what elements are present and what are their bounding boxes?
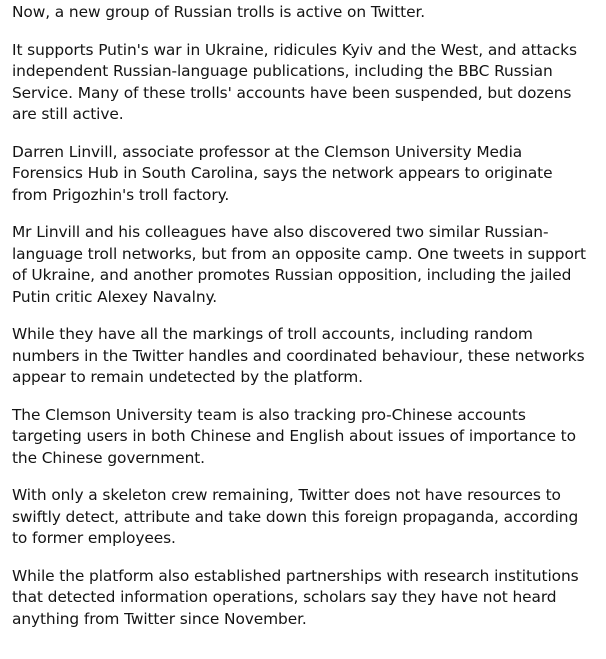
paragraph-2: It supports Putin's war in Ukraine, ridicules Kyiv and the West, and attacks independent Russian-language publications, including the BBC Russian Service. Many of these trolls' accounts have been suspended, but dozens are still active. xyxy=(12,40,577,123)
paragraph-4: Mr Linvill and his colleagues have also discovered two similar Russian-language troll networks, but from an opposite camp. One tweets in support of Ukraine, and another promotes Russian opposition, including the jailed Putin critic Alexey Navalny. xyxy=(12,223,586,306)
paragraph-8: While the platform also established partnerships with research institutions that detected information operations, scholars say they have not heard anything from Twitter since November. xyxy=(12,566,579,628)
paragraph-7: With only a skeleton crew remaining, Twitter does not have resources to swiftly detect, attribute and take down this foreign propaganda, according to former employees. xyxy=(12,486,579,547)
paragraph-3: Darren Linvill, associate professor at the Clemson University Media Forensics Hub in South Carolina, says the network appears to originate from Prigozhin's troll factory. xyxy=(12,142,553,204)
paragraph-1: Now, a new group of Russian trolls is active on Twitter. xyxy=(12,3,426,21)
paragraph-5: While they have all the markings of troll accounts, including random numbers in the Twitter handles and coordinated behaviour, these networks appear to remain undetected by the platform. xyxy=(12,325,585,386)
paragraph-6: The Clemson University team is also tracking pro-Chinese accounts targeting users in both Chinese and English about issues of importance to the Chinese government. xyxy=(12,405,576,467)
